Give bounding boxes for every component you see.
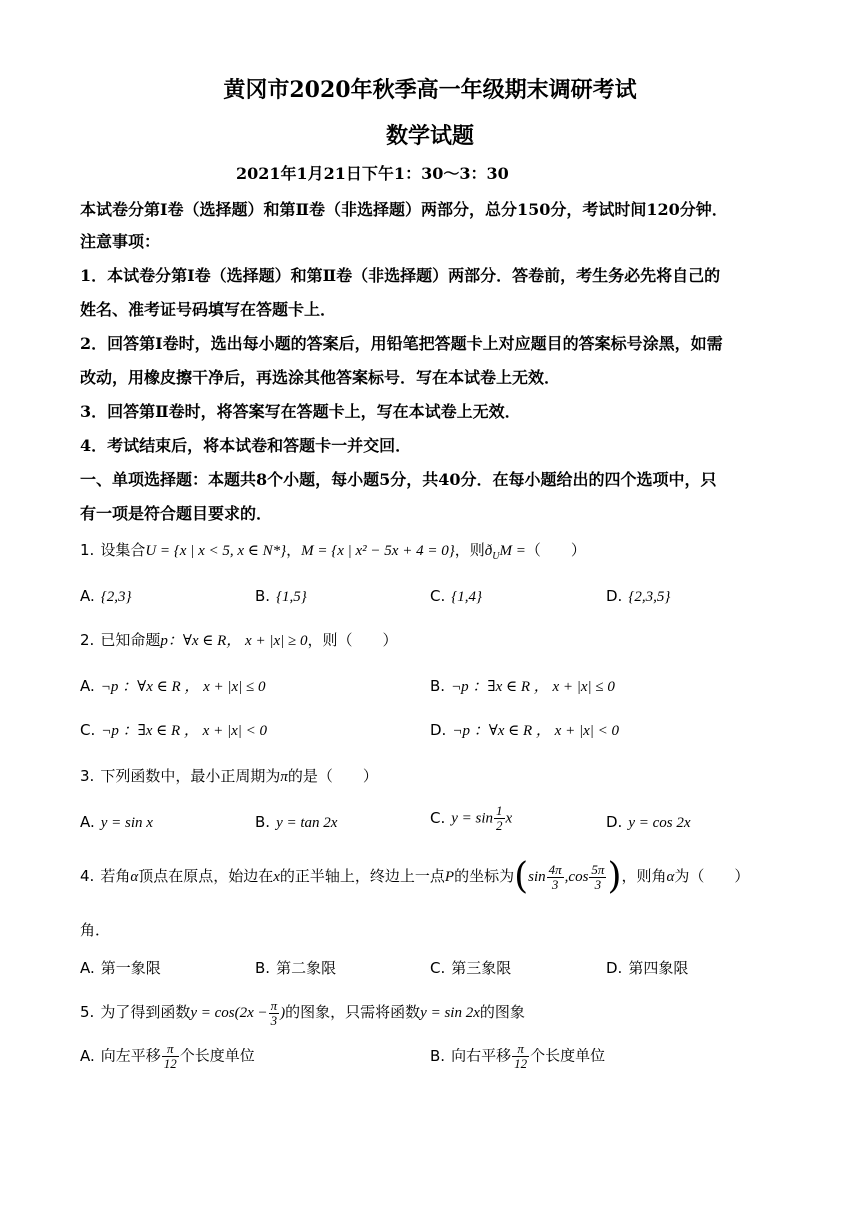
option-text: 第一象限 (100, 959, 161, 977)
fraction-denominator: 12 (514, 1056, 528, 1071)
fraction-denominator: 3 (594, 876, 602, 892)
note-4: 4．考试结束后，将本试卷和答题卡一并交回． (80, 436, 412, 455)
option-a (80, 676, 266, 697)
option-c (80, 720, 267, 741)
fraction-numerator: 1 (496, 803, 503, 818)
question-text: 顶点在原点，始边在 (138, 867, 274, 885)
option-label: D. (606, 587, 623, 605)
fraction-numerator: 5π (591, 861, 605, 877)
option-text: 向左平移 (100, 1046, 161, 1065)
option-b (430, 1042, 605, 1071)
separator: ， (286, 541, 302, 559)
option-b (255, 958, 336, 978)
note-3: 3．回答第Ⅱ卷时，将答案写在答题卡上，写在本试卷上无效． (80, 402, 521, 421)
question-text: 的正半轴上，终边上一点 (279, 867, 445, 885)
question-text: 为（ ） (674, 867, 750, 885)
option-a (80, 812, 153, 833)
complement-symbol: ð (484, 543, 493, 559)
option-text: {2,3,5} (628, 589, 671, 605)
note-2a: 2．回答第Ⅰ卷时，选出每小题的答案后，用铅笔把答题卡上对应题目的答案标号涂黑，如需 (80, 334, 723, 353)
question-text: 的图象，只需将函数 (285, 1003, 421, 1021)
option-a (80, 1042, 255, 1071)
option-b (430, 676, 615, 697)
fraction-numerator: π (270, 997, 278, 1013)
question-number: 1. (80, 541, 95, 559)
option-d (606, 812, 691, 833)
question-number: 2. (80, 631, 95, 649)
fraction (494, 804, 505, 833)
option-text: ¬p ：∃x ∈ R ， x + |x| < 0 (101, 723, 267, 739)
note-2b: 改动，用橡皮擦干净后，再选涂其他答案标号．写在本试卷上无效． (80, 368, 561, 387)
option-text: {1,5} (276, 589, 307, 605)
pi-symbol: π (280, 769, 288, 785)
option-a (80, 586, 132, 607)
note-1a: 1．本试卷分第Ⅰ卷（选择题）和第Ⅱ卷（非选择题）两部分．答卷前，考生务必先将自己的 (80, 266, 721, 285)
option-text: y = sin x (100, 815, 153, 831)
option-label: D. (430, 721, 447, 739)
question-text: 若角 (100, 867, 131, 885)
fraction (547, 863, 564, 892)
question-5 (80, 996, 525, 1029)
option-text: x (505, 810, 513, 827)
option-label: A. (80, 677, 95, 695)
option-label: A. (80, 813, 95, 831)
proposition-p: p (160, 633, 168, 649)
question-number: 4. (80, 867, 95, 885)
question-3 (80, 766, 378, 787)
question-text: 下列函数中，最小正周期为 (100, 767, 281, 785)
option-c (430, 586, 482, 607)
question-4 (80, 856, 749, 897)
exam-title: 黄冈市2020年秋季高一年级期末调研考试 (223, 77, 637, 103)
x-symbol: x (273, 869, 280, 885)
option-c (430, 804, 512, 833)
option-text: 个长度单位 (530, 1046, 606, 1065)
question-1 (80, 540, 586, 567)
option-d (430, 720, 619, 741)
notes-title: 注意事项： (80, 232, 161, 251)
option-text: 向右平移 (451, 1046, 512, 1065)
option-text: 第二象限 (276, 959, 337, 977)
option-label: C. (430, 587, 446, 605)
option-label: A. (80, 587, 95, 605)
coord-cos: ,cos (564, 869, 589, 885)
section-heading-b: 有一项是符合题目要求的． (80, 504, 273, 523)
question-text: 的坐标为 (454, 867, 515, 885)
option-text: y = tan 2x (276, 815, 338, 831)
point-p: P (444, 869, 455, 885)
option-label: B. (255, 587, 271, 605)
option-label: B. (255, 959, 271, 977)
function-1-close: ) (280, 1005, 286, 1021)
option-label: C. (430, 959, 446, 977)
option-text: y = cos 2x (628, 815, 691, 831)
option-label: C. (80, 721, 96, 739)
option-c (430, 958, 511, 978)
option-text: y = sin (451, 810, 494, 827)
fraction-denominator: 3 (551, 876, 559, 892)
fraction (589, 863, 606, 892)
question-text: ，则 (454, 541, 485, 559)
complement-expr: M = (499, 543, 526, 559)
option-text: {2,3} (100, 589, 132, 605)
option-label: A. (80, 1046, 95, 1065)
fraction-numerator: π (512, 1042, 529, 1057)
question-text: 设集合 (100, 541, 146, 559)
option-label: B. (430, 1046, 446, 1065)
function-1: y = cos(2x − (190, 1005, 268, 1021)
exam-subtitle: 数学试题 (385, 123, 474, 149)
question-text: ，则角 (621, 867, 667, 885)
option-d (606, 586, 670, 607)
question-text: 为了得到函数 (100, 1003, 191, 1021)
set-u: U = {x | x < 5, x ∈ N*} (145, 543, 287, 559)
option-b (255, 586, 307, 607)
fraction-denominator: 12 (163, 1056, 177, 1071)
question-text: ，则（ ） (307, 631, 398, 649)
option-a (80, 958, 161, 978)
option-text: {1,4} (451, 589, 482, 605)
question-number: 3. (80, 767, 95, 785)
question-text: 的图象 (479, 1003, 525, 1021)
option-label: B. (255, 813, 271, 831)
option-label: B. (430, 677, 446, 695)
option-d (606, 958, 688, 978)
fraction (162, 1042, 179, 1071)
fraction-numerator: π (162, 1042, 179, 1057)
complement-subscript: U (492, 551, 500, 562)
note-1b: 姓名、准考证号码填写在答题卡上． (80, 300, 337, 319)
option-b (255, 812, 337, 833)
coord-sin: sin (528, 869, 546, 885)
option-text: ¬p ：∃x ∈ R ， x + |x| ≤ 0 (451, 679, 615, 695)
option-text: 第四象限 (628, 959, 689, 977)
proposition-stem: ：∀x ∈ R， x + |x| ≥ 0 (167, 633, 308, 649)
answer-paren: （ ） (525, 541, 586, 559)
option-text: 个长度单位 (179, 1046, 255, 1065)
function-2: y = sin 2x (420, 1005, 480, 1021)
question-number: 5. (80, 1003, 95, 1021)
alpha-symbol: α (666, 869, 675, 885)
alpha-symbol: α (130, 869, 139, 885)
right-paren: ) (607, 856, 622, 897)
option-label: D. (606, 813, 623, 831)
exam-datetime: 2021年1月21日下午1：30～3：30 (236, 164, 509, 183)
option-label: D. (606, 959, 623, 977)
fraction (512, 1042, 529, 1071)
question-2 (80, 630, 398, 651)
intro-line: 本试卷分第Ⅰ卷（选择题）和第Ⅱ卷（非选择题）两部分，总分150分，考试时间120分钟． (80, 200, 728, 219)
fraction-denominator: 2 (496, 818, 503, 833)
option-text: ¬p ：∀x ∈ R ， x + |x| < 0 (452, 723, 619, 739)
fraction (269, 999, 280, 1028)
question-text: 已知命题 (100, 631, 161, 649)
fraction-numerator: 4π (548, 861, 562, 877)
option-text: 第三象限 (451, 959, 512, 977)
section-heading-a: 一、单项选择题：本题共8个小题，每小题5分，共40分．在每小题给出的四个选项中，只 (80, 470, 717, 489)
option-text: ¬p ：∀x ∈ R ， x + |x| ≤ 0 (100, 679, 266, 695)
option-label: A. (80, 959, 95, 977)
fraction-denominator: 3 (270, 1012, 278, 1028)
question-4-cont: 角． (80, 921, 111, 939)
question-text: 的是（ ） (287, 767, 378, 785)
option-label: C. (430, 808, 446, 827)
set-m: M = {x | x² − 5x + 4 = 0} (301, 543, 455, 559)
left-paren: ( (514, 856, 529, 897)
